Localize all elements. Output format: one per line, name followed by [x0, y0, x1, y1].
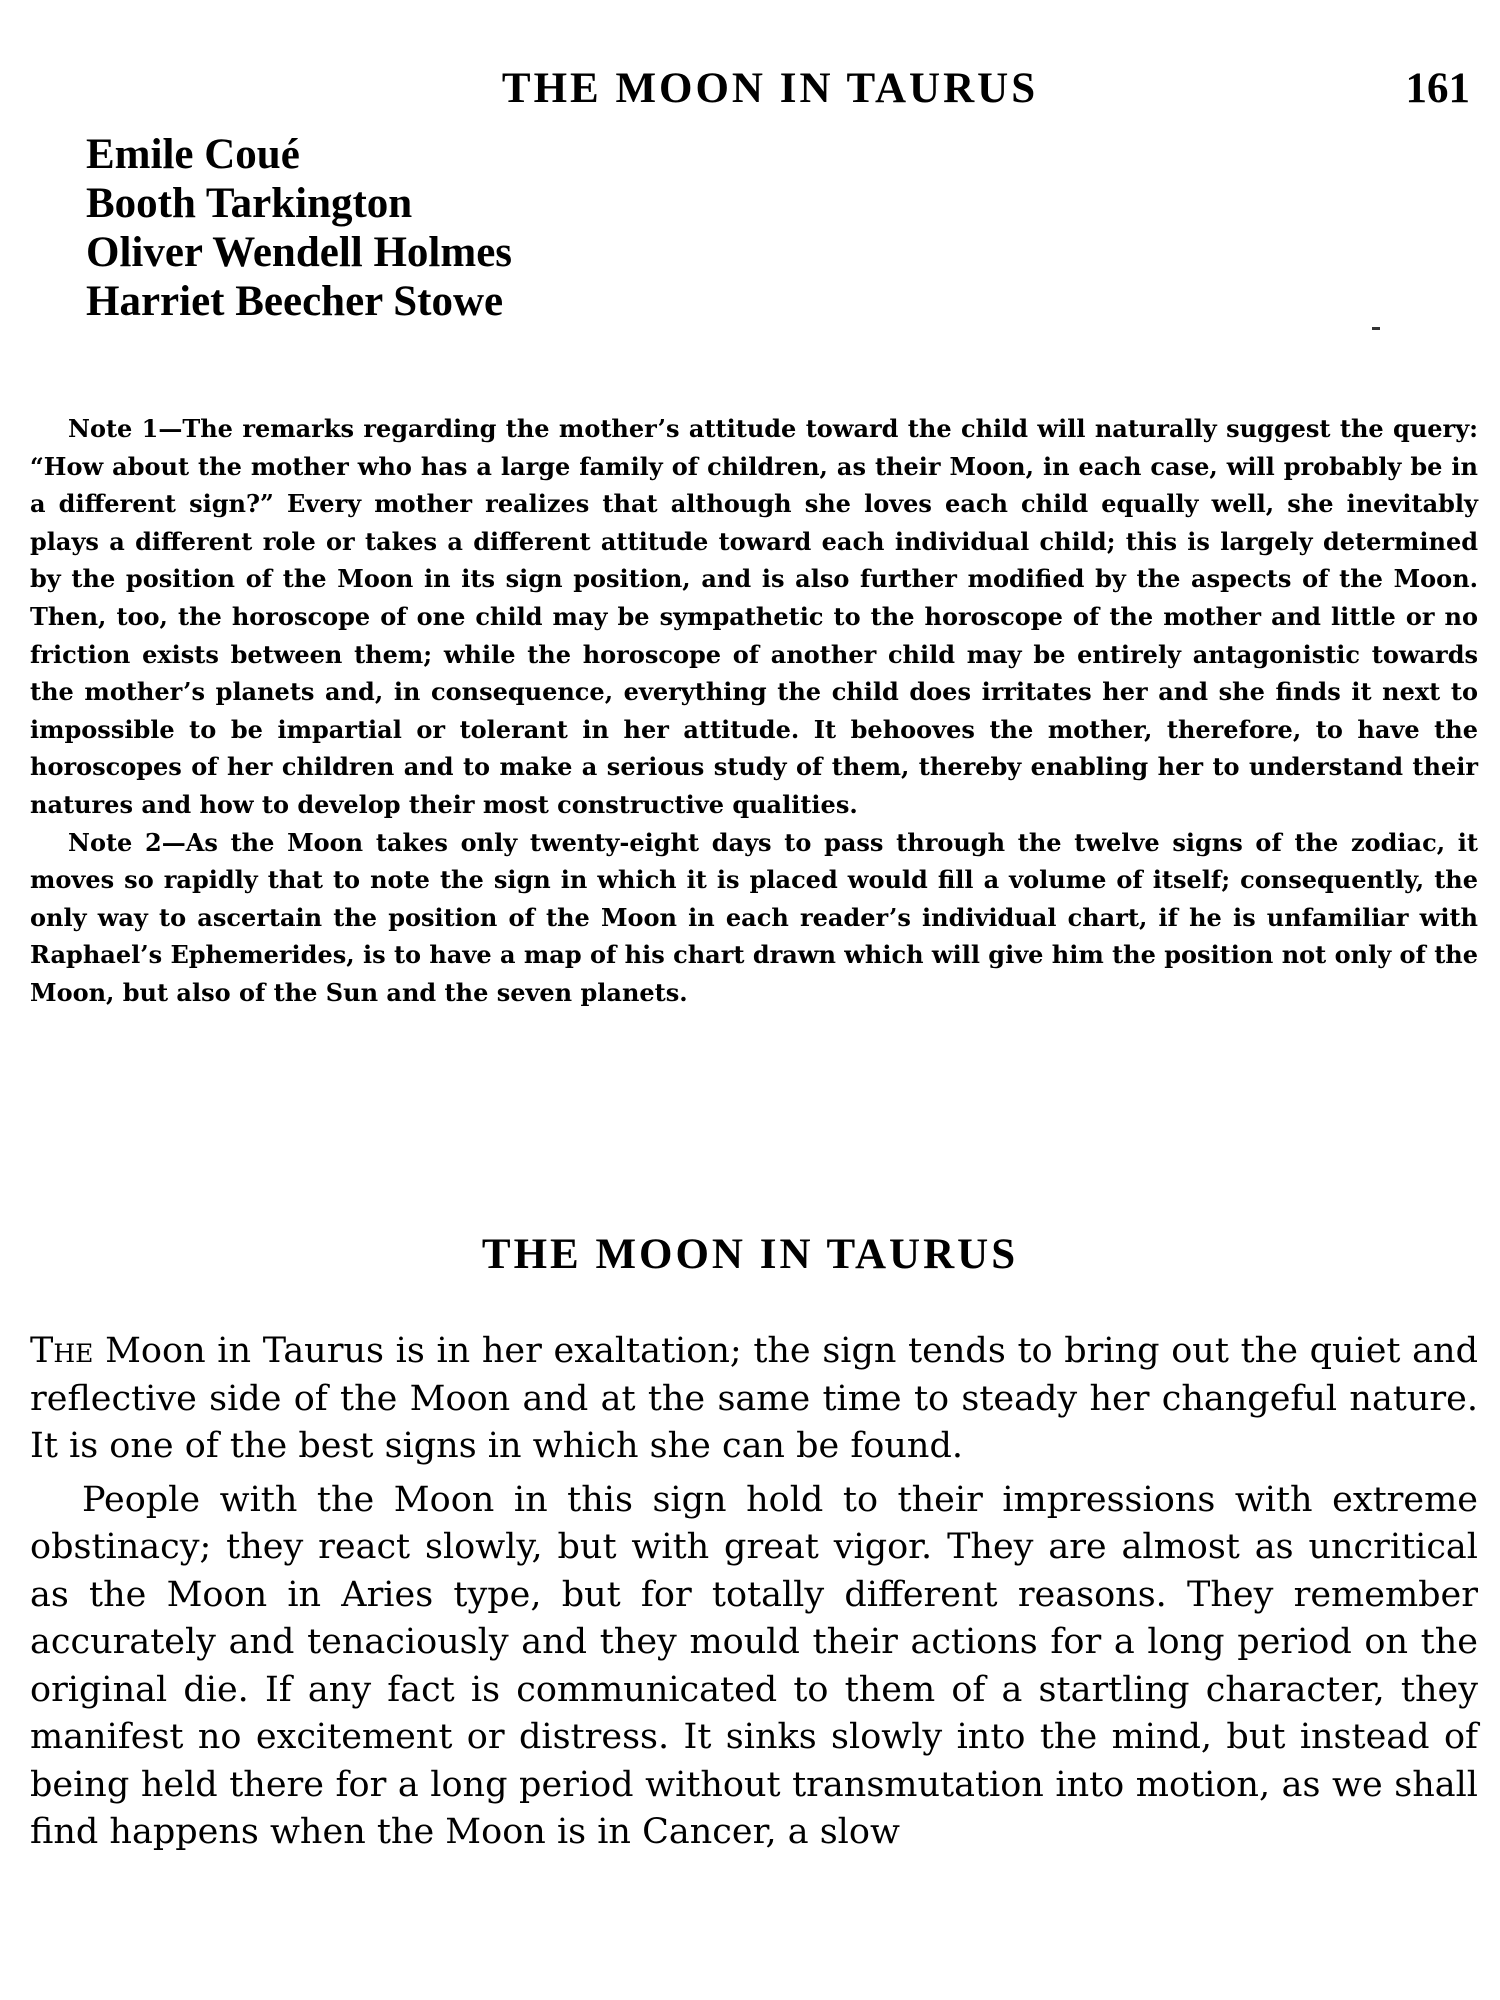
drop-lead-word: The	[30, 1331, 94, 1371]
running-title: THE MOON IN TAURUS	[501, 65, 1039, 112]
name-list-item: Booth Tarkington	[86, 180, 413, 227]
body-paragraph-1	[30, 1328, 1478, 1471]
note-1: Note 1—The remarks regarding the mother’s attitude toward the child will naturally suggest the query: “How about the mother who has a large family of children, as their Moon, in each case, will probably be in a different sign?” Every mother realizes that although she loves each child equally well, she inevitably plays a different role or takes a different attitude toward each individual child; this is largely determined by the position of the Moon in its sign position, and is also further modified by the aspects of the Moon. Then, too, the horoscope of one child may be sympathetic to the horoscope of the mother and little or no friction exists between them; while the horoscope of another child may be entirely antagonistic towards the mother’s planets and, in consequence, everything the child does irritates her and she finds it next to impossible to be impartial or tolerant in her attitude. It behooves the mother, therefore, to have the horoscopes of her children and to make a serious study of them, thereby enabling her to understand their natures and how to develop their most constructive qualities.	[30, 414, 1478, 819]
print-speck	[1372, 327, 1380, 330]
name-list-item: Harriet Beecher Stowe	[86, 278, 504, 325]
page-number: 161	[1405, 65, 1470, 112]
name-list-item: Oliver Wendell Holmes	[86, 229, 513, 276]
body-paragraph-2: People with the Moon in this sign hold to their impressions with extreme obstinacy; they react slowly, but with great vigor. They are almost as uncritical as the Moon in Aries type, but for totally different reasons. They remember accurately and tenaciously and they mould their actions for a long period on the original die. If any fact is communicated to them of a startling character, they manifest no excitement or distress. It sinks slowly into the mind, but instead of being held there for a long period without transmutation into motion, as we shall find happens when the Moon is in Cancer, a slow	[30, 1479, 1478, 1852]
body-paragraph-1-text: Moon in Taurus is in her exaltation; the sign tends to bring out the quiet and reflective side of the Moon and at the same time to steady her changeful nature. It is one of the best signs in which she can be found.	[30, 1331, 1478, 1466]
section-body	[30, 1328, 1478, 1857]
note-2: Note 2—As the Moon takes only twenty-eight days to pass through the twelve signs of the zodiac, it moves so rapidly that to note the sign in which it is placed would fill a volume of itself; consequently, the only way to ascertain the position of the Moon in each reader’s individual chart, if he is unfamiliar with Raphael’s Ephemerides, is to have a map of his chart drawn which will give him the position not only of the Moon, but also of the Sun and the seven planets.	[30, 827, 1478, 1007]
name-list-item: Emile Coué	[86, 131, 300, 178]
section-title: THE MOON IN TAURUS	[481, 1231, 1019, 1278]
running-head	[30, 62, 1470, 116]
footnotes	[30, 410, 1478, 1012]
name-list	[86, 130, 512, 326]
